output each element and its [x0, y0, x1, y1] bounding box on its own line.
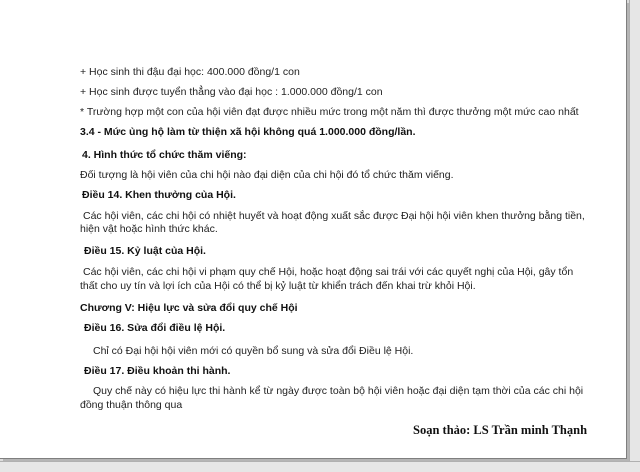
author-signature: Soạn thảo: LS Trần minh Thạnh	[413, 423, 588, 437]
text-line: hiện vật hoặc hình thức khác.	[80, 223, 218, 235]
chapter-heading: Chương V: Hiệu lực và sửa đổi quy chế Hội	[80, 302, 298, 314]
text-line: Các hội viên, các chi hội vi phạm quy chế Hội, hoặc hoạt động sai trái với các quyết nghị của Hội, gây tổn	[83, 266, 574, 278]
vertical-scrollbar[interactable]	[629, 0, 640, 462]
article-heading: Điều 16. Sửa đổi điều lệ Hội.	[84, 322, 226, 334]
text-line: đồng thuận thông qua	[80, 399, 183, 411]
text-line: Đối tượng là hội viên của chi hội nào đại diện của chi hội đó tổ chức thăm viếng.	[80, 169, 454, 181]
text-line: Chỉ có Đại hội hội viên mới có quyền bổ sung và sửa đổi Điều lệ Hội.	[93, 345, 414, 357]
text-line: + Học sinh được tuyển thẳng vào đại học : 1.000.000 đồng/1 con	[80, 86, 383, 98]
section-heading: 4. Hình thức tổ chức thăm viếng:	[82, 149, 247, 161]
horizontal-scrollbar[interactable]	[0, 461, 640, 472]
article-heading: Điều 15. Kỷ luật của Hội.	[84, 245, 206, 257]
text-line: * Trường hợp một con của hội viên đạt được nhiều mức trong một năm thì được thưởng một mức cao nhất	[80, 106, 579, 118]
section-heading: 3.4 - Mức ủng hộ làm từ thiện xã hội không quá 1.000.000 đồng/lần.	[80, 126, 416, 138]
article-heading: Điều 14. Khen thưởng của Hội.	[82, 189, 236, 201]
text-line: Quy chế này có hiệu lực thi hành kể từ ngày được toàn bộ hội viên hoặc đại diện tạm thời của các chi hội	[93, 385, 584, 397]
text-line: + Học sinh thi đậu đại học: 400.000 đồng/1 con	[80, 66, 300, 78]
text-line: thất cho uy tín và lợi ích của Hội có thể bị kỷ luật từ khiển trách đến khai trừ khỏi Hội.	[80, 280, 476, 292]
text-line: Các hội viên, các chi hội có nhiệt huyết và hoạt động xuất sắc được Đại hội hội viên khen thưởng bằng tiền,	[83, 210, 585, 222]
article-heading: Điều 17. Điều khoản thi hành.	[84, 365, 231, 377]
